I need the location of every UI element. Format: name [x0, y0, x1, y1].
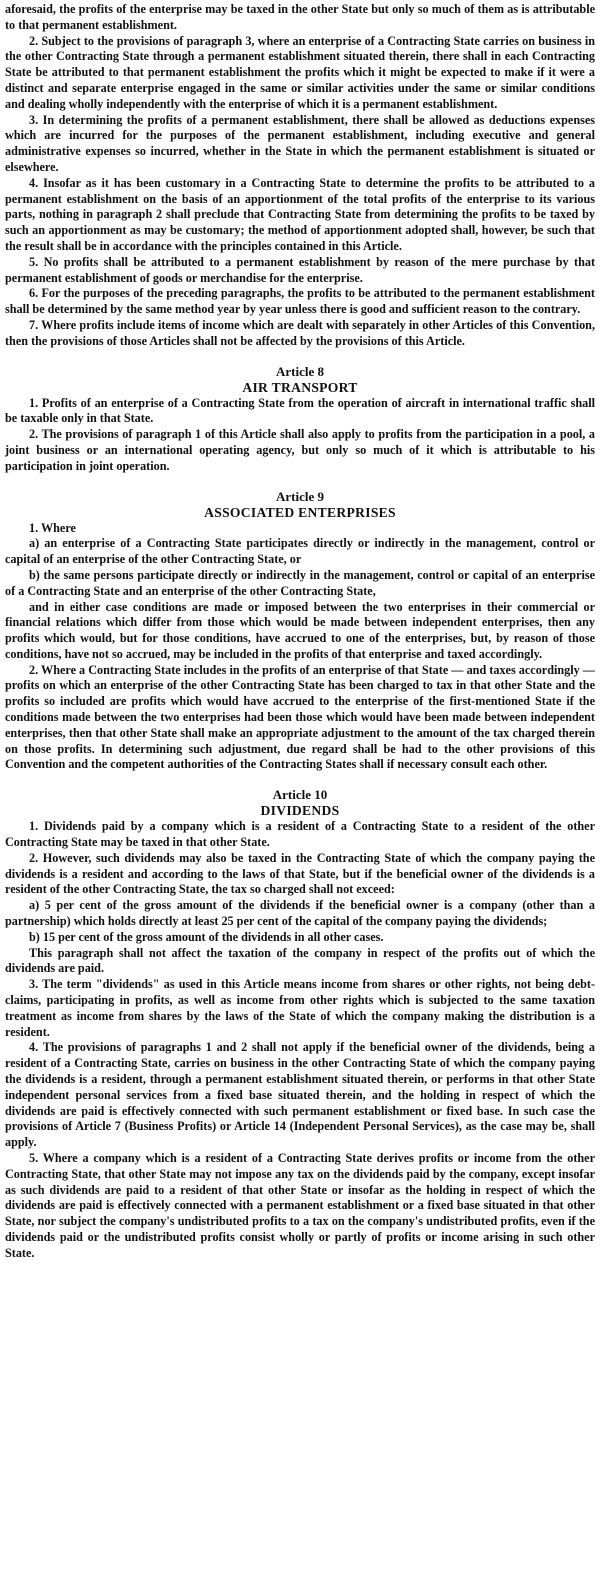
article-heading — [5, 787, 595, 819]
paragraph: a) an enterprise of a Contracting State participates directly or indirectly in the management, control or capital of an enterprise of the other Contracting State, or — [5, 536, 595, 567]
paragraph: 4. The provisions of paragraphs 1 and 2 shall not apply if the beneficial owner of the dividends, being a resident of a Contracting State, carries on business in the other Contracting State of which the company paying the dividends is a resident, through a permanent establishment situated therein, or performs in that other State independent personal services from a fixed base situated therein, and the holding in respect of which the dividends are paid is effectively connected with such permanent establishment or fixed base. In such case the provisions of Article 7 (Business Profits) or Article 14 (Independent Personal Services), as the case may be, shall apply. — [5, 1040, 595, 1150]
paragraph: 1. Profits of an enterprise of a Contracting State from the operation of aircraft in international traffic shall be taxable only in that State. — [5, 395, 595, 426]
article-10 — [5, 787, 595, 1261]
paragraph: This paragraph shall not affect the taxation of the company in respect of the profits out of which the dividends are paid. — [5, 945, 595, 976]
paragraph: 2. The provisions of paragraph 1 of this Article shall also apply to profits from the participation in a pool, a joint business or an international operating agency, but only so much of it which is attributable to his participation in joint operation. — [5, 427, 595, 473]
paragraph: 7. Where profits include items of income which are dealt with separately in other Articles of this Convention, then the provisions of those Articles shall not be affected by the provisions of this Article. — [5, 317, 595, 348]
paragraph: aforesaid, the profits of the enterprise may be taxed in the other State but only so much of them as is attributable to that permanent establishment. — [5, 2, 595, 32]
paragraph: 4. Insofar as it has been customary in a Contracting State to determine the profits to be attributed to a permanent establishment on the basis of an apportionment of the total profits of the enterprise to its various parts, nothing in paragraph 2 shall preclude that Contracting State from determining the profits to be taxed by such an apportionment as may be customary; the method of apportionment adopted shall, however, be such that the result shall be in accordance with the principles contained in this Article. — [5, 175, 595, 253]
article-title: AIR TRANSPORT — [242, 379, 358, 395]
paragraph: 2. Subject to the provisions of paragraph 3, where an enterprise of a Contracting State carries on business in the other Contracting State through a permanent establishment situated therein, there shall in each Contracting State be attributed to that permanent establishment the profits which it might be expected to make if it were a distinct and separate enterprise engaged in the same or similar activities under the same or similar conditions and dealing wholly independently with the enterprise of which it is a permanent establishment. — [5, 33, 595, 111]
paragraph: 6. For the purposes of the preceding paragraphs, the profits to be attributed to the permanent establishment shall be determined by the same method year by year unless there is good and sufficient reason to the contrary. — [5, 286, 595, 317]
article-number: Article 9 — [275, 488, 324, 504]
article-7-continuation — [5, 2, 595, 350]
paragraph: 5. Where a company which is a resident of a Contracting State derives profits or income from the other Contracting State, that other State may not impose any tax on the dividends paid by the company, except insofar as such dividends are paid to a resident of that other State or insofar as the holding in respect of which the dividends are paid is effectively connected with a permanent establishment or a fixed base situated in that other State, nor subject the company's undistributed profits to a tax on the company's undistributed profits, even if the dividends paid or the undistributed profits consist wholly or partly of profits or income arising in such other State. — [5, 1151, 595, 1260]
paragraph: 2. However, such dividends may also be taxed in the Contracting State of which the company paying the dividends is a resident and according to the laws of that State, but if the beneficial owner of the dividends is a resident of the other Contracting State, the tax so charged shall not exceed: — [5, 850, 595, 897]
article-title: DIVIDENDS — [260, 803, 340, 819]
article-8 — [5, 364, 595, 475]
article-heading — [5, 364, 595, 396]
paragraph: 3. The term "dividends" as used in this Article means income from shares or other rights, not being debt-claims, participating in profits, as well as income from other rights which is subjected to the same taxation treatment as income from shares by the laws of the State of which the company making the distribution is a resident. — [5, 977, 595, 1039]
article-number: Article 10 — [272, 787, 328, 803]
paragraph: a) 5 per cent of the gross amount of the dividends if the beneficial owner is a company (other than a partnership) which holds directly at least 25 per cent of the capital of the company paying the dividends; — [5, 898, 595, 929]
paragraph: 2. Where a Contracting State includes in the profits of an enterprise of that State — and taxes accordingly — profits on which an enterprise of the other Contracting State has been charged to tax in that other State and the profits so included are profits which would have accrued to the enterprise of the first-mentioned State if the conditions made between the two enterprises had been those which would have been made between independent enterprises, then that other State shall make an appropriate adjustment to the amount of the tax charged therein on those profits. In determining such adjustment, due regard shall be had to the other provisions of this Convention and the competent authorities of the Contracting States shall if necessary consult each other. — [5, 662, 595, 772]
article-heading — [5, 489, 595, 521]
article-9 — [5, 489, 595, 774]
article-title: ASSOCIATED ENTERPRISES — [204, 504, 396, 520]
paragraph: and in either case conditions are made or imposed between the two enterprises in their commercial or financial relations which differ from those which would be made between independent enterprises, then any profits which would, but for those conditions, have accrued to one of the enterprises, but, by reason of those conditions, have not so accrued, may be included in the profits of that enterprise and taxed accordingly. — [5, 599, 595, 661]
paragraph: 1. Where — [29, 520, 76, 535]
article-number: Article 8 — [275, 363, 324, 379]
paragraph: 1. Dividends paid by a company which is a resident of a Contracting State to a resident of the other Contracting State may be taxed in that other State. — [5, 819, 595, 850]
paragraph: b) 15 per cent of the gross amount of the dividends in all other cases. — [29, 929, 384, 944]
paragraph: 5. No profits shall be attributed to a permanent establishment by reason of the mere purchase by that permanent establishment of goods or merchandise for the enterprise. — [5, 254, 595, 285]
paragraph: 3. In determining the profits of a permanent establishment, there shall be allowed as deductions expenses which are incurred for the purposes of the permanent establishment, including executive and general administrative expenses so incurred, whether in the State in which the permanent establishment is situated or elsewhere. — [5, 112, 595, 174]
paragraph: b) the same persons participate directly or indirectly in the management, control or capital of an enterprise of a Contracting State and an enterprise of the other Contracting State, — [5, 567, 595, 598]
